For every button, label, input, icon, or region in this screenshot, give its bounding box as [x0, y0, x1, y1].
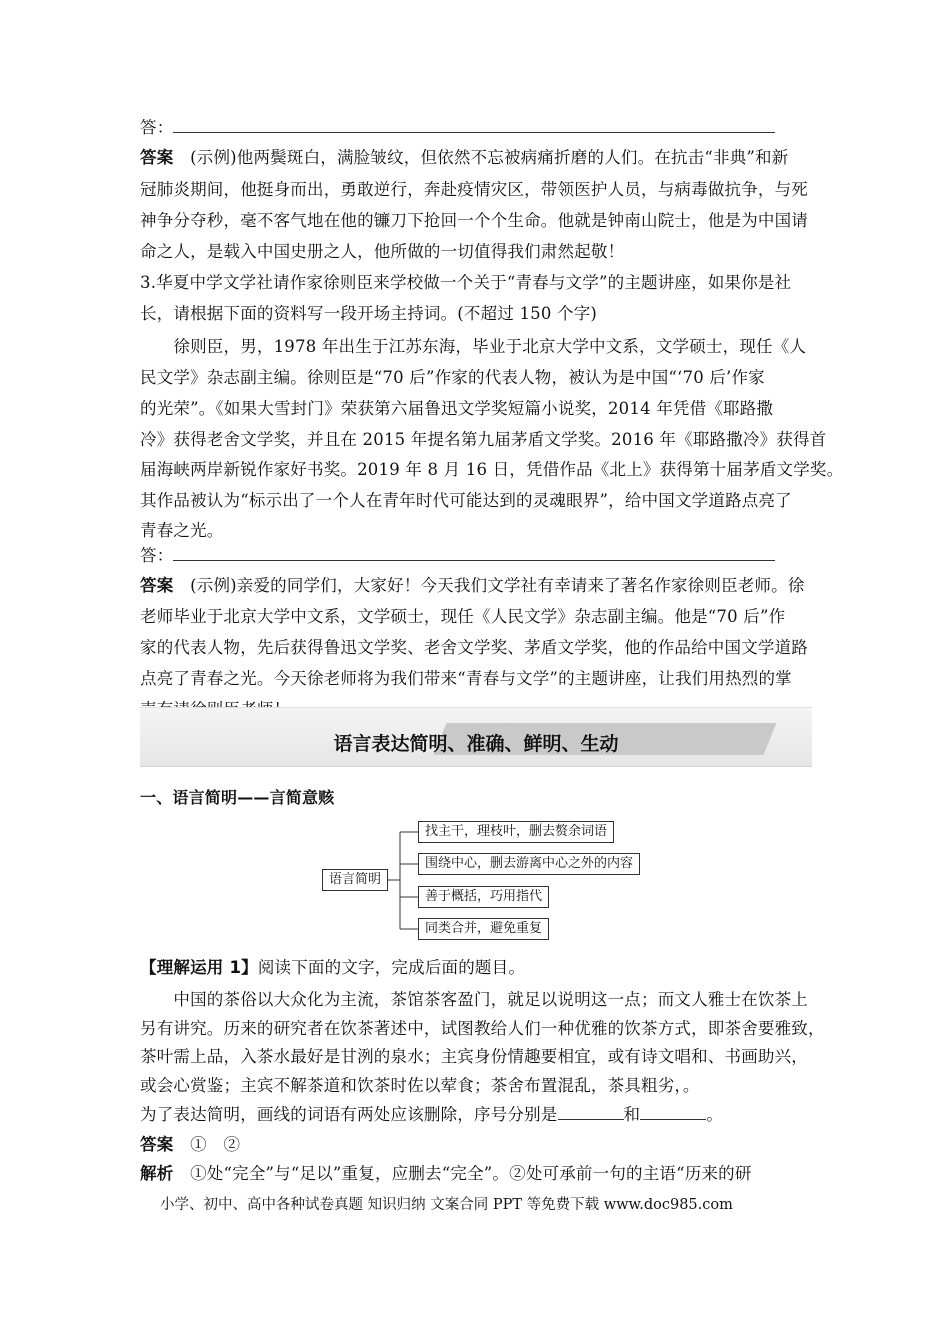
answer3-line-2: 老师毕业于北京大学中文系，文学硕士，现任《人民文学》杂志副主编。他是“70 后”作 — [140, 607, 786, 626]
page-footer: 小学、初中、高中各种试卷真题 知识归纳 文案合同 PPT 等免费下载 www.doc985.com — [160, 1197, 733, 1213]
material-line-7: 青春之光。 — [140, 521, 224, 540]
exercise1-passage-4: 或会心赏鉴；主宾不解茶道和饮茶时佐以荤食；茶舍布置混乱，茶具粗劣，。 — [140, 1076, 700, 1095]
answer2-line-4: 命之人，是载入中国史册之人，他所做的一切值得我们肃然起敬！ — [140, 242, 625, 261]
exercise-label: 【理解运用 1】 — [140, 958, 258, 977]
section1-heading: 一、语言简明——言简意赅 — [140, 788, 335, 807]
answer-label: 答案 — [140, 148, 174, 167]
question-text: 为了表达简明，画线的词语有两处应该删除，序号分别是 — [140, 1105, 558, 1124]
material-line-5: 届海峡两岸新锐作家好书奖。2019 年 8 月 16 日，凭借作品《北上》获得第十届茅盾文学奖。 — [140, 460, 844, 479]
diagram-item-1: 找主干，理枝叶，删去赘余词语 — [418, 821, 614, 843]
blank-1 — [558, 1105, 624, 1120]
analysis-label: 解析 — [140, 1164, 174, 1183]
material-line-2: 民文学》杂志副主编。徐则臣是“70 后”作家的代表人物，被认为是中国“‘70 后’作家 — [140, 368, 765, 387]
diagram-root-box: 语言简明 — [322, 869, 388, 891]
answer-blank — [173, 546, 775, 561]
exercise1-header — [140, 958, 525, 978]
answer3-line-3: 家的代表人物，先后获得鲁迅文学奖、老舍文学奖、茅盾文学奖，他的作品给中国文学道路 — [140, 638, 808, 657]
answer3-line-1 — [140, 576, 805, 596]
answer-prefix: 答： — [140, 118, 174, 137]
answer-value: ① ② — [190, 1135, 241, 1154]
diagram-item-4: 同类合并，避免重复 — [418, 918, 549, 940]
answer2-text: (示例)他两鬓斑白，满脸皱纹，但依然不忘被病痛折磨的人们。在抗击“非典”和新 — [190, 148, 789, 167]
q2-answer-line — [140, 118, 775, 138]
analysis-text: ①处“完全”与“足以”重复，应删去“完全”。②处可承前一句的主语“历来的研 — [190, 1164, 752, 1183]
blank-2 — [640, 1105, 706, 1120]
q3-answer-line — [140, 546, 775, 566]
diagram-item-3: 善于概括，巧用指代 — [418, 886, 549, 908]
q3-line-1: 3.华夏中学文学社请作家徐则臣来学校做一个关于“青春与文学”的主题讲座，如果你是社 — [140, 273, 792, 292]
section-banner — [140, 707, 812, 767]
exercise1-passage-1: 中国的茶俗以大众化为主流，茶馆茶客盈门，就足以说明这一点；而文人雅士在饮茶上 — [140, 990, 808, 1009]
exercise1-analysis — [140, 1164, 752, 1184]
answer2-line-3: 神争分夺秒，毫不客气地在他的镰刀下抢回一个个生命。他就是钟南山院士，他是为中国请 — [140, 211, 808, 230]
exercise1-answer — [140, 1135, 240, 1155]
answer-label: 答案 — [140, 576, 174, 595]
banner-title: 语言表达简明、准确、鲜明、生动 — [333, 733, 619, 755]
question-and: 和 — [623, 1105, 641, 1124]
answer-blank — [173, 118, 775, 133]
material-line-3: 的光荣”。《如果大雪封门》荣获第六届鲁迅文学奖短篇小说奖，2014 年凭借《耶路撒 — [140, 399, 774, 418]
material-line-6: 其作品被认为“标示出了一个人在青年时代可能达到的灵魂眼界”，给中国文学道路点亮了 — [140, 491, 792, 510]
answer2-line-2: 冠肺炎期间，他挺身而出，勇敢逆行，奔赴疫情灾区，带领医护人员，与病毒做抗争，与死 — [140, 180, 808, 199]
answer3-text: (示例)亲爱的同学们，大家好！今天我们文学社有幸请来了著名作家徐则臣老师。徐 — [190, 576, 805, 595]
material-line-4: 冷》获得老舍文学奖，并且在 2015 年提名第九届茅盾文学奖。2016 年《耶路撒冷》获得首 — [140, 430, 827, 449]
exercise1-passage-2: 另有讲究。历来的研究者在饮茶著述中，试图教给人们一种优雅的饮茶方式，即茶舍要雅致， — [140, 1019, 825, 1038]
answer-label: 答案 — [140, 1135, 174, 1154]
answer-prefix: 答： — [140, 546, 174, 565]
question-end: 。 — [706, 1105, 723, 1124]
exercise-instruction: 阅读下面的文字，完成后面的题目。 — [257, 958, 526, 977]
diagram-item-2: 围绕中心，删去游离中心之外的内容 — [418, 853, 640, 875]
exercise1-passage-3: 茶叶需上品，入茶水最好是甘洌的泉水；主宾身份情趣要相宜，或有诗文唱和、书画助兴， — [140, 1047, 808, 1066]
q3-line-2: 长，请根据下面的资料写一段开场主持词。(不超过 150 个字) — [140, 304, 598, 323]
answer2-line-1 — [140, 148, 788, 168]
exercise1-question — [140, 1105, 723, 1125]
answer3-line-4: 点亮了青春之光。今天徐老师将为我们带来“青春与文学”的主题讲座，让我们用热烈的掌 — [140, 669, 792, 688]
material-line-1: 徐则臣，男，1978 年出生于江苏东海，毕业于北京大学中文系，文学硕士，现任《人 — [140, 337, 807, 356]
